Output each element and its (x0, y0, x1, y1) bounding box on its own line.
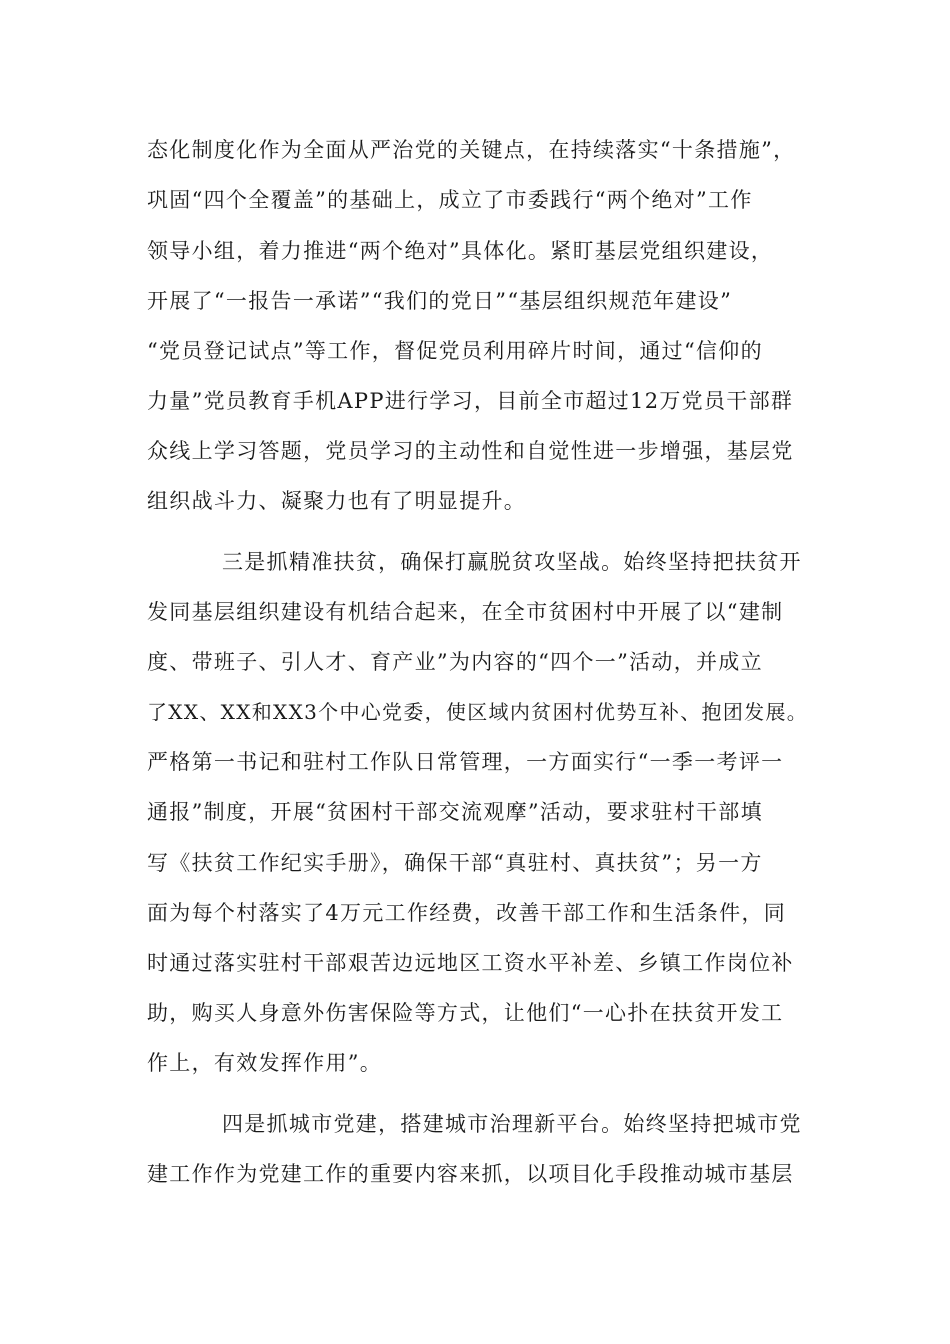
paragraph-2-line-6: 通报”制度，开展“贫困村干部交流观摩”活动，要求驻村干部填 (147, 800, 763, 824)
paragraph-2-line-3: 度、带班子、引人才、育产业”为内容的“四个一”活动，并成立 (147, 650, 763, 674)
paragraph-3-line-2: 建工作作为党建工作的重要内容来抓，以项目化手段推动城市基层 (147, 1162, 794, 1186)
paragraph-1-line-7: 众线上学习答题，党员学习的主动性和自觉性进一步增强，基层党 (147, 439, 794, 463)
paragraph-1-line-1: 态化制度化作为全面从严治党的关键点，在持续落实“十条措施”， (147, 138, 796, 162)
paragraph-1-line-3: 领导小组，着力推进“两个绝对”具体化。紧盯基层党组织建设， (147, 239, 774, 263)
paragraph-1-line-2: 巩固“四个全覆盖”的基础上，成立了市委践行“两个绝对”工作 (147, 188, 753, 212)
paragraph-2-line-7: 写《扶贫工作纪实手册》，确保干部“真驻村、真扶贫”；另一方 (147, 851, 763, 875)
paragraph-2-line-10: 助，购买人身意外伤害保险等方式，让他们“一心扑在扶贫开发工 (147, 1001, 784, 1025)
paragraph-1-line-4: 开展了“一报告一承诺”“我们的党日”“基层组织规范年建设” (147, 289, 733, 313)
paragraph-3-line-1: 四是抓城市党建，搭建城市治理新平台。始终坚持把城市党 (222, 1112, 802, 1136)
paragraph-1-line-5: “党员登记试点”等工作，督促党员利用碎片时间，通过“信仰的 (147, 339, 763, 363)
paragraph-2-line-9: 时通过落实驻村干部艰苦边远地区工资水平补差、乡镇工作岗位补 (147, 951, 794, 975)
paragraph-2-line-2: 发同基层组织建设有机结合起来，在全市贫困村中开展了以“建制 (147, 600, 784, 624)
paragraph-2-line-11: 作上，有效发挥作用”。 (147, 1051, 383, 1075)
paragraph-2-line-5: 严格第一书记和驻村工作队日常管理，一方面实行“一季一考评一 (147, 750, 784, 774)
paragraph-2-line-4: 了XX、XX和XX3个中心党委，使区域内贫困村优势互补、抱团发展。 (147, 700, 809, 724)
paragraph-2-line-1: 三是抓精准扶贫，确保打赢脱贫攻坚战。始终坚持把扶贫开 (222, 550, 802, 574)
paragraph-1-line-8: 组织战斗力、凝聚力也有了明显提升。 (147, 489, 527, 513)
paragraph-1-line-6: 力量”党员教育手机APP进行学习，目前全市超过12万党员干部群 (147, 389, 794, 413)
paragraph-2-line-8: 面为每个村落实了4万元工作经费，改善干部工作和生活条件，同 (147, 901, 787, 925)
